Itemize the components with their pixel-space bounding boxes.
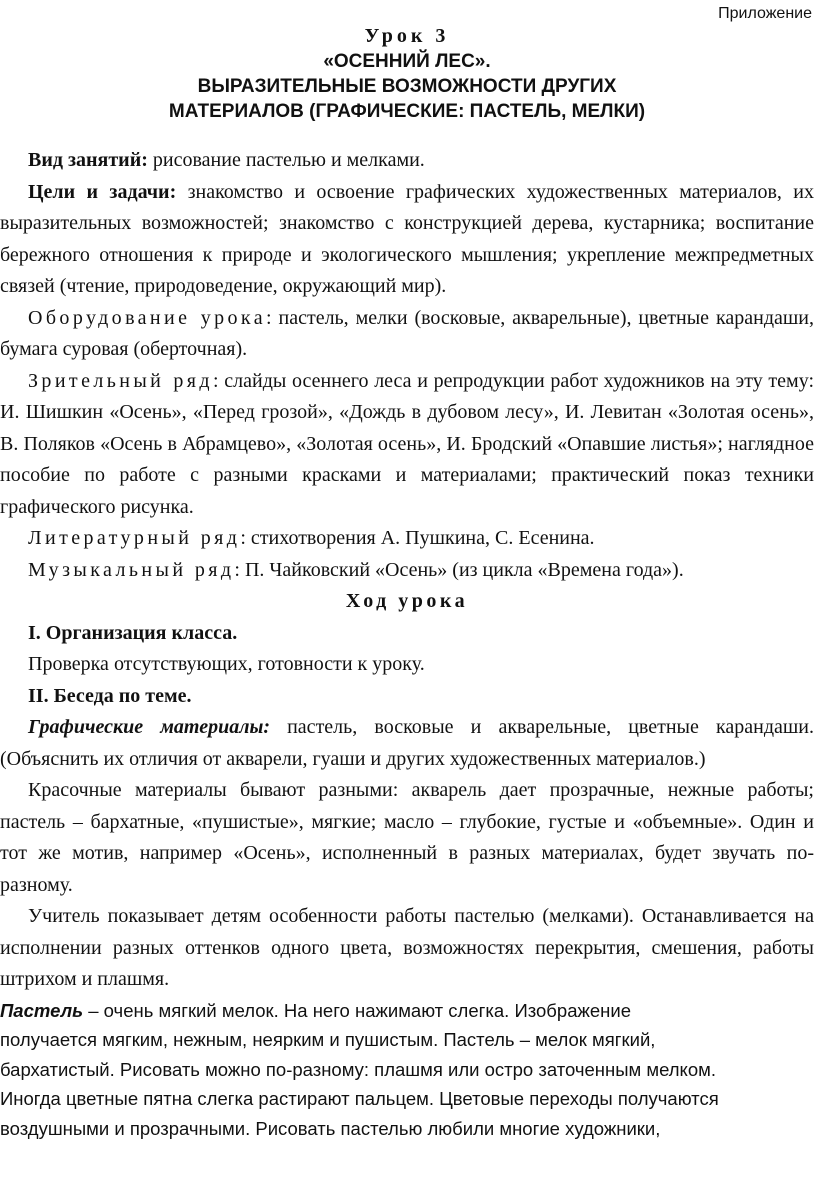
music-paragraph xyxy=(0,555,814,587)
visual-text: : слайды осеннего леса и репродукции работ художников на эту тему: И. Шишкин «Осень», «Перед грозой», «Дождь в дубовом лесу», И. Левитан «Золотая осень», В. Поляков «Осень в Абрамцево», «Золотая осень», И. Бродский «Опавшие листья»; наглядное пособие по работе с разными красками и материалами; практический показ техники графического рисунка. xyxy=(0,369,815,518)
section1-title: I. Организация класса. xyxy=(28,621,238,644)
lesson-subtitle-line1: ВЫРАЗИТЕЛЬНЫЕ ВОЗМОЖНОСТИ ДРУГИХ xyxy=(197,76,617,97)
graphic-materials-paragraph xyxy=(0,712,814,775)
pastel-line-2: получается мягким, нежным, неярким и пушистым. Пастель – мелок мягкий, xyxy=(0,1029,656,1050)
literary-text: : стихотворения А. Пушкина, С. Есенина. xyxy=(240,527,595,549)
music-text: : П. Чайковский «Осень» (из цикла «Времена года»). xyxy=(234,558,684,581)
equipment-label: Оборудование урока xyxy=(28,306,267,329)
course-heading: Ход урока xyxy=(345,590,469,612)
literary-paragraph xyxy=(0,523,814,555)
paint-materials-paragraph: Красочные материалы бывают разными: акварель дает прозрачные, нежные работы; пастель – бархатные, «пушистые», мягкие; масло – глубокие, густые и «объемные». Один и тот же мотив, например «Осень», исполненный в разных материалах, будет звучать по-разному. xyxy=(0,779,814,896)
pastel-line-3: бархатистый. Рисовать можно по-разному: плашмя или остро заточенным мелком. xyxy=(0,1058,716,1080)
teacher-paragraph: Учитель показывает детям особенности работы пастелью (мелками). Останавливается на исполнении разных оттенков одного цвета, возможностях перекрытия, смешения, работы штрихом и плашмя. xyxy=(0,905,814,990)
lesson-body xyxy=(0,145,814,996)
literary-label: Литературный ряд xyxy=(28,527,241,549)
document-content xyxy=(0,24,814,1143)
lesson-subtitle-line2: МАТЕРИАЛОВ (ГРАФИЧЕСКИЕ: ПАСТЕЛЬ, МЕЛКИ) xyxy=(168,101,646,122)
equipment-paragraph xyxy=(0,303,814,366)
visual-label: Зрительный ряд xyxy=(28,369,213,392)
section2-title: II. Беседа по теме. xyxy=(28,684,192,707)
pastel-block xyxy=(0,996,814,1144)
section1-text: Проверка отсутствующих, готовности к уроку. xyxy=(28,653,425,675)
graphic-materials-label: Графические материалы: xyxy=(28,716,270,738)
goals-label: Цели и задачи: xyxy=(28,180,177,203)
graphic-materials-text: пастель, восковые и акварельные, цветные карандаши. (Объяснить их отличия от акварели, гуаши и других художественных материалов.) xyxy=(0,716,815,770)
pastel-line-1 xyxy=(0,996,814,1026)
pastel-line-5: воздушными и прозрачными. Рисовать пастелью любили многие художники, xyxy=(0,1117,661,1139)
pastel-label: Пастель xyxy=(0,999,84,1021)
goals-text: знакомство и освоение графических художественных материалов, их выразительных возможностей; знакомство с конструкцией дерева, кустарника; воспитание бережного отношения к природе и экологического мышления; укрепление межпредметных связей (чтение, природоведение, окружающий мир). xyxy=(0,180,814,297)
goals-paragraph xyxy=(0,177,814,303)
visual-paragraph xyxy=(0,366,814,524)
lesson-type-text: рисование пастелью и мелками. xyxy=(147,149,425,171)
lesson-title: «ОСЕННИЙ ЛЕС». xyxy=(323,51,491,72)
appendix-label: Приложение xyxy=(718,5,812,22)
music-label: Музыкальный ряд xyxy=(28,558,235,581)
lesson-number: Урок 3 xyxy=(364,25,450,47)
equipment-text: : пастель, мелки (восковые, акварельные), цветные карандаши, бумага суровая (оберточная). xyxy=(0,306,815,360)
pastel-line-4: Иногда цветные пятна слегка растирают пальцем. Цветовые переходы получаются xyxy=(0,1088,719,1109)
lesson-type-label: Вид занятий: xyxy=(28,149,148,171)
pastel-line-1-text: – очень мягкий мелок. На него нажимают слегка. Изображение xyxy=(83,999,631,1021)
lesson-type-paragraph xyxy=(0,145,814,177)
